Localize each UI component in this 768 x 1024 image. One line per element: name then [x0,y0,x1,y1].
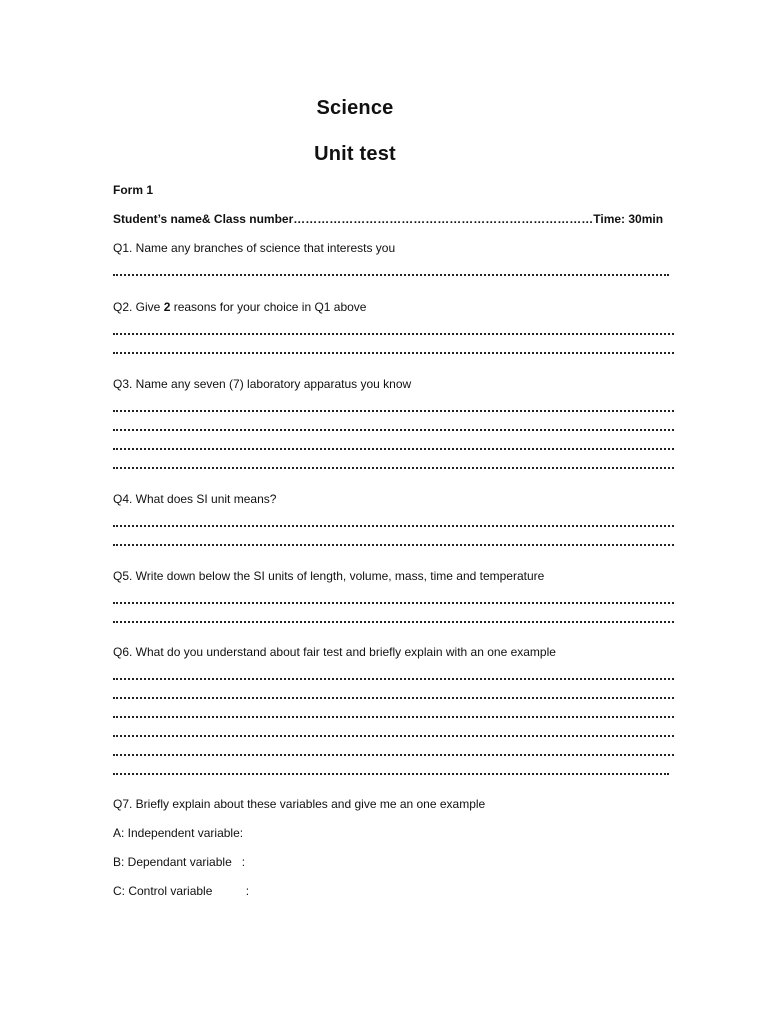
answer-line [113,525,674,527]
test-title: Unit test [314,143,396,165]
answer-line [113,467,674,469]
answer-line [113,678,674,680]
question-4: Q4. What does SI unit means? [113,492,277,506]
question-5: Q5. Write down below the SI units of length, volume, mass, time and temperature [113,569,545,583]
question-1: Q1. Name any branches of science that interests you [113,241,396,255]
student-name-dots: ………………………………………………………………… [293,212,594,226]
answer-line [113,544,674,546]
answer-line [113,697,674,699]
time-label: Time: 30min [593,212,664,226]
answer-line [113,274,669,276]
answer-line [113,333,674,335]
answer-line [113,410,674,412]
question-3: Q3. Name any seven (7) laboratory apparatus you know [113,377,412,391]
answer-line [113,735,674,737]
subject-title: Science [316,97,394,119]
question-6: Q6. What do you understand about fair test and briefly explain with an one example [113,645,556,659]
variable-b-label: B: Dependant variable : [113,855,246,869]
answer-line [113,602,674,604]
question-7: Q7. Briefly explain about these variables and give me an one example [113,797,486,811]
answer-line [113,621,674,623]
answer-line [113,773,669,775]
question-2-number: 2 [163,300,171,314]
answer-line [113,716,674,718]
student-name-line [113,212,663,226]
question-2-suffix: reasons for your choice in Q1 above [170,300,367,314]
answer-line [113,352,674,354]
answer-line [113,754,674,756]
student-name-label: Student’s name& Class number [113,212,294,226]
answer-line [113,429,674,431]
variable-c-label: C: Control variable : [113,884,250,898]
question-2 [113,300,366,314]
question-2-prefix: Q2. Give [113,300,164,314]
answer-line [113,448,674,450]
variable-a-label: A: Independent variable: [113,826,244,840]
form-label: Form 1 [113,183,154,197]
